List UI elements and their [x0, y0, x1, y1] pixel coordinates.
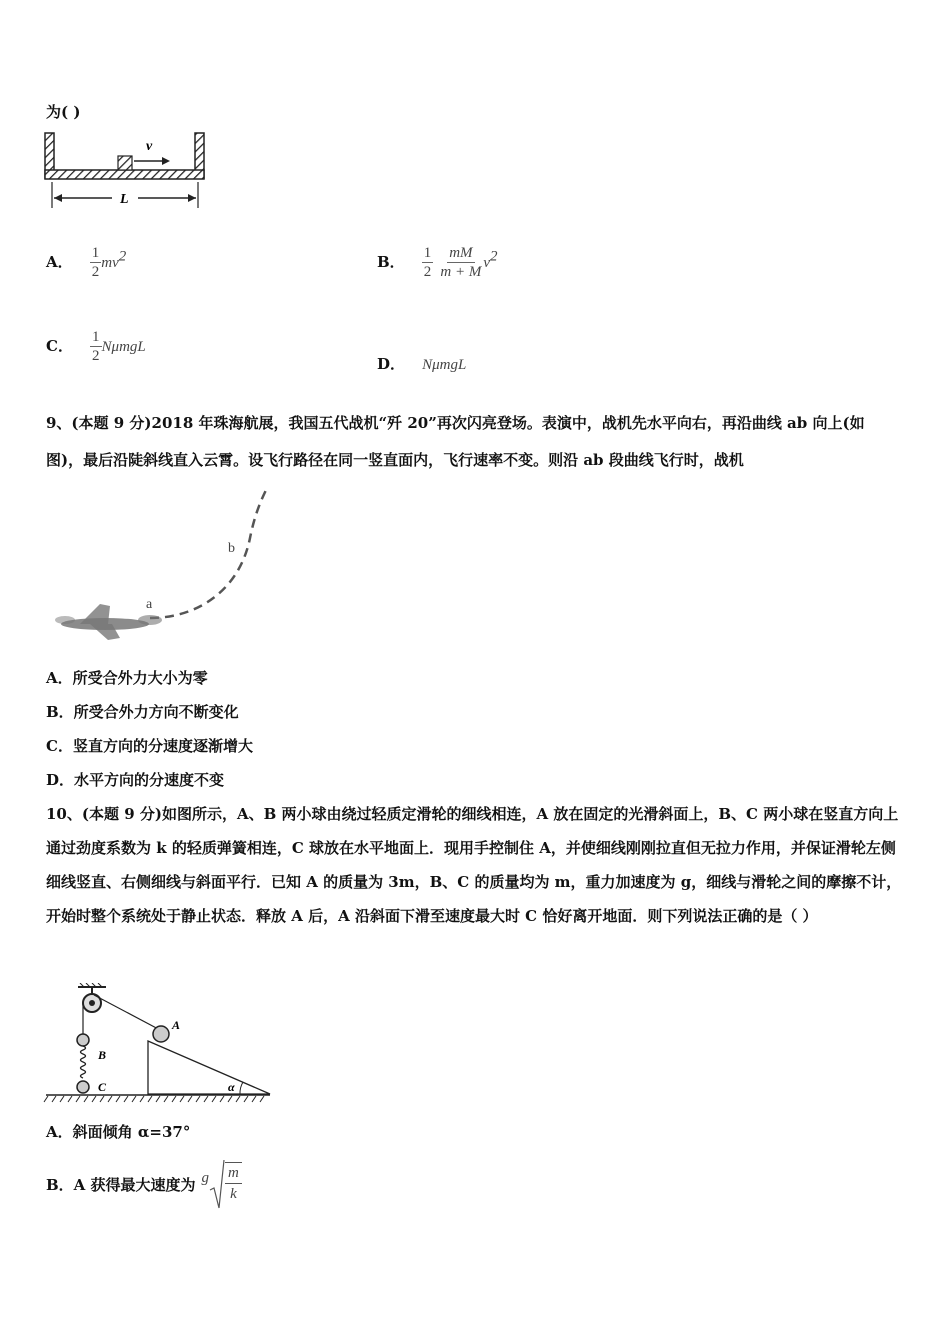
q8-figure — [40, 128, 215, 213]
q9-figure — [50, 478, 280, 648]
q8-option-d[interactable]: D． NμmgL — [377, 355, 467, 373]
ball-a — [153, 1026, 169, 1042]
q9-option-d[interactable]: D．水平方向的分速度不变 — [46, 771, 225, 789]
label-a: a — [146, 597, 153, 612]
label-B: B — [98, 1048, 107, 1062]
label-A: A — [172, 1018, 181, 1032]
q9-option-b[interactable]: B．所受合外力方向不断变化 — [46, 703, 239, 721]
q9-line-1: 9、(本题 9 分)2018 年珠海航展，我国五代战机“歼 20”再次闪亮登场。表演中，战机先水平向右，再沿曲线 ab 向上(如 — [46, 414, 865, 432]
incline — [148, 1041, 270, 1094]
q9-option-a[interactable]: A．所受合外力大小为零 — [46, 669, 208, 687]
label-alpha: α — [228, 1080, 235, 1094]
q9-option-c[interactable]: C．竖直方向的分速度逐渐增大 — [46, 737, 253, 755]
q8-option-c[interactable]: C． $\frac{1}{2}$ NμmgL — [46, 329, 146, 364]
sqrt-sign — [209, 1158, 225, 1210]
label-b: b — [228, 541, 235, 556]
q10-figure — [42, 983, 274, 1105]
spring — [81, 1046, 86, 1078]
q8-option-a[interactable]: A． $\frac{1}{2}$ $mv^2$ — [46, 245, 127, 280]
q10-option-b[interactable]: B．A 获得最大速度为 g m k — [46, 1156, 242, 1212]
ball-c — [77, 1081, 89, 1093]
floor — [45, 170, 204, 179]
velocity-label: v — [146, 139, 153, 154]
label-C: C — [98, 1080, 107, 1094]
q10-text: 10、(本题 9 分)如图所示，A、B 两小球由绕过轻质定滑轮的细线相连，A 放在固定的光滑斜面上，B、C 两小球在竖直方向上通过劲度系数为 k 的轻质弹簧相连，C 球放在水平地面上．现用手控制住 A，并使细线刚刚拉直但无拉力作用，并保证滑轮左侧细线竖直、右侧细线与斜面平行．已知 A 的质量为 3m，B、C 的质量均为 m，重力加速度为 g，细线与滑轮之间的摩擦不计，开始时整个系统处于静止状态．释放 A 后，A 沿斜面下滑至速度最大时 C 恰好离开地面．则下列说法正确的是（ ） — [46, 805, 902, 925]
q8-option-b[interactable]: B． $\frac{1}{2}$ $\frac{mM}{m + M}$ $v^2$ — [377, 245, 498, 280]
q9-line-2: 图)，最后沿陡斜线直入云霄。设飞行路径在同一竖直面内，飞行速率不变。则沿 ab 段曲线飞行时，战机 — [46, 451, 744, 469]
ball-b — [77, 1034, 89, 1046]
q8-stem-tail: 为( ) — [46, 103, 81, 121]
block — [118, 156, 132, 170]
q10-option-a[interactable]: A．斜面倾角 α=37° — [46, 1123, 191, 1141]
length-label: L — [120, 192, 129, 207]
flight-path — [150, 486, 268, 618]
